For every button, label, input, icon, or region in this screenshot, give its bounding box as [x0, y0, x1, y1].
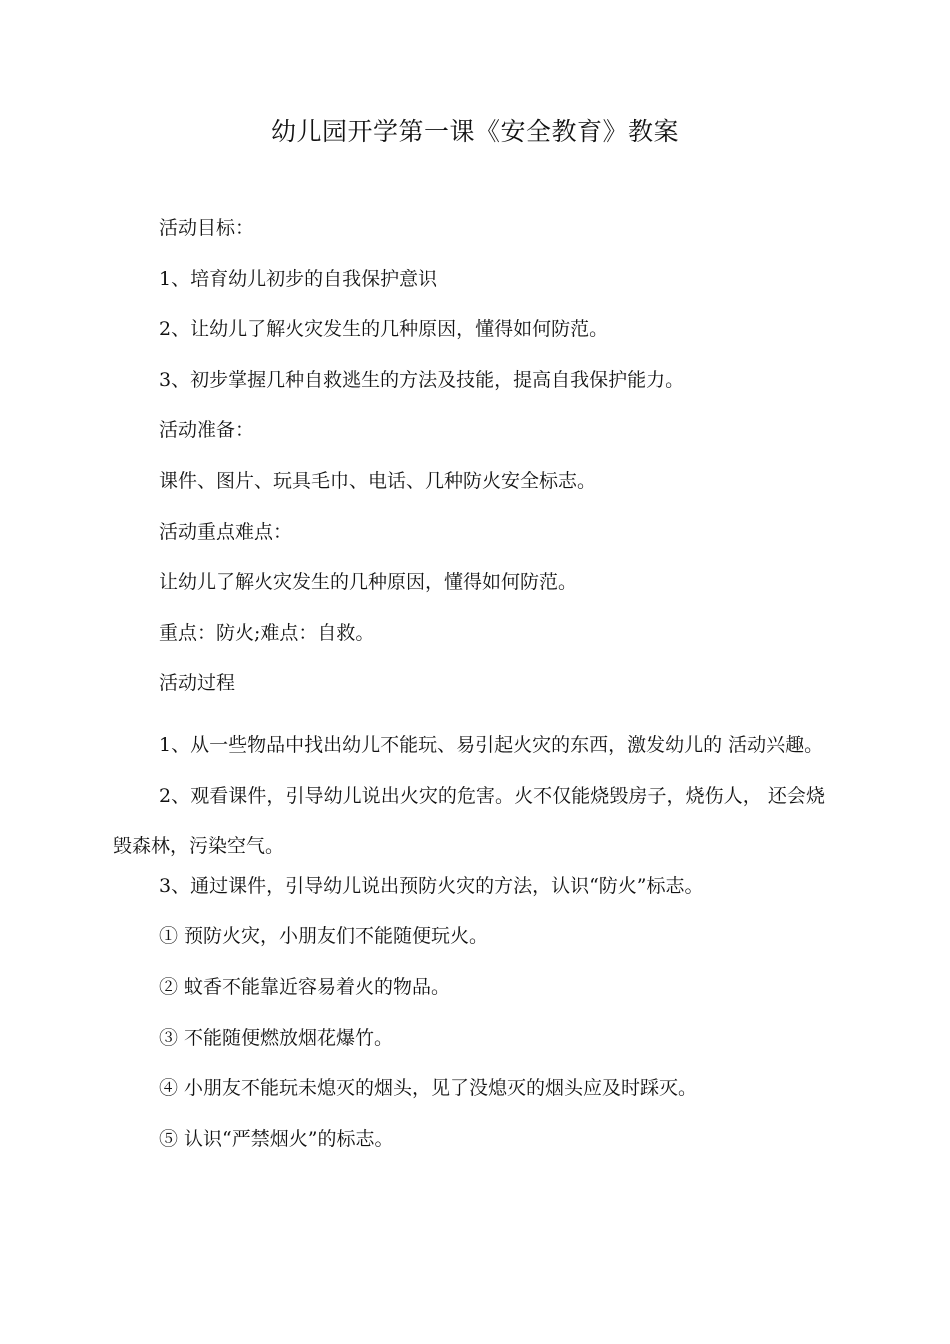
paragraph-process-heading: 活动过程	[159, 672, 236, 695]
list-item-3: ③ 不能随便燃放烟花爆竹。	[159, 1026, 394, 1049]
list-item-5: ⑤ 认识“严禁烟火”的标志。	[159, 1127, 394, 1150]
paragraph-preparation-heading: 活动准备：	[159, 419, 255, 442]
paragraph-activity-goals-heading: 活动目标：	[159, 217, 255, 239]
paragraph-preparation-items: 课件、图片、玩具毛巾、电话、几种防火安全标志。	[159, 469, 597, 492]
paragraph-goal-2: 2、让幼儿了解火灾发生的几种原因，懂得如何防范。	[159, 318, 609, 341]
paragraph-goal-1: 1、培育幼儿初步的自我保护意识	[159, 267, 438, 290]
paragraph-process-step-1: 1、从一些物品中找出幼儿不能玩、易引起火灾的东西，激发幼儿的 活动兴趣。	[159, 733, 824, 756]
list-item-2: ② 蚊香不能靠近容易着火的物品。	[159, 975, 451, 998]
paragraph-key-and-difficulty: 重点：防火;难点：自救。	[159, 621, 375, 644]
paragraph-key-points-text: 让幼儿了解火灾发生的几种原因，懂得如何防范。	[159, 571, 578, 594]
paragraph-process-step-2: 2、观看课件，引导幼儿说出火灾的危害。火不仅能烧毁房子，烧伤人， 还会烧毁森林，污染空气。	[113, 784, 825, 858]
document-title: 幼儿园开学第一课《安全教育》教案	[270, 117, 679, 146]
paragraph-process-step-3: 3、通过课件，引导幼儿说出预防火灾的方法，认识“防火”标志。	[159, 874, 704, 897]
list-item-1: ① 预防火灾，小朋友们不能随便玩火。	[159, 925, 489, 948]
list-item-4: ④ 小朋友不能玩未熄灭的烟头，见了没熄灭的烟头应及时踩灭。	[159, 1077, 698, 1100]
document-body	[113, 214, 825, 1175]
paragraph-goal-3: 3、初步掌握几种自救逃生的方法及技能，提高自我保护能力。	[159, 368, 685, 391]
paragraph-key-points-heading: 活动重点难点：	[159, 520, 293, 543]
